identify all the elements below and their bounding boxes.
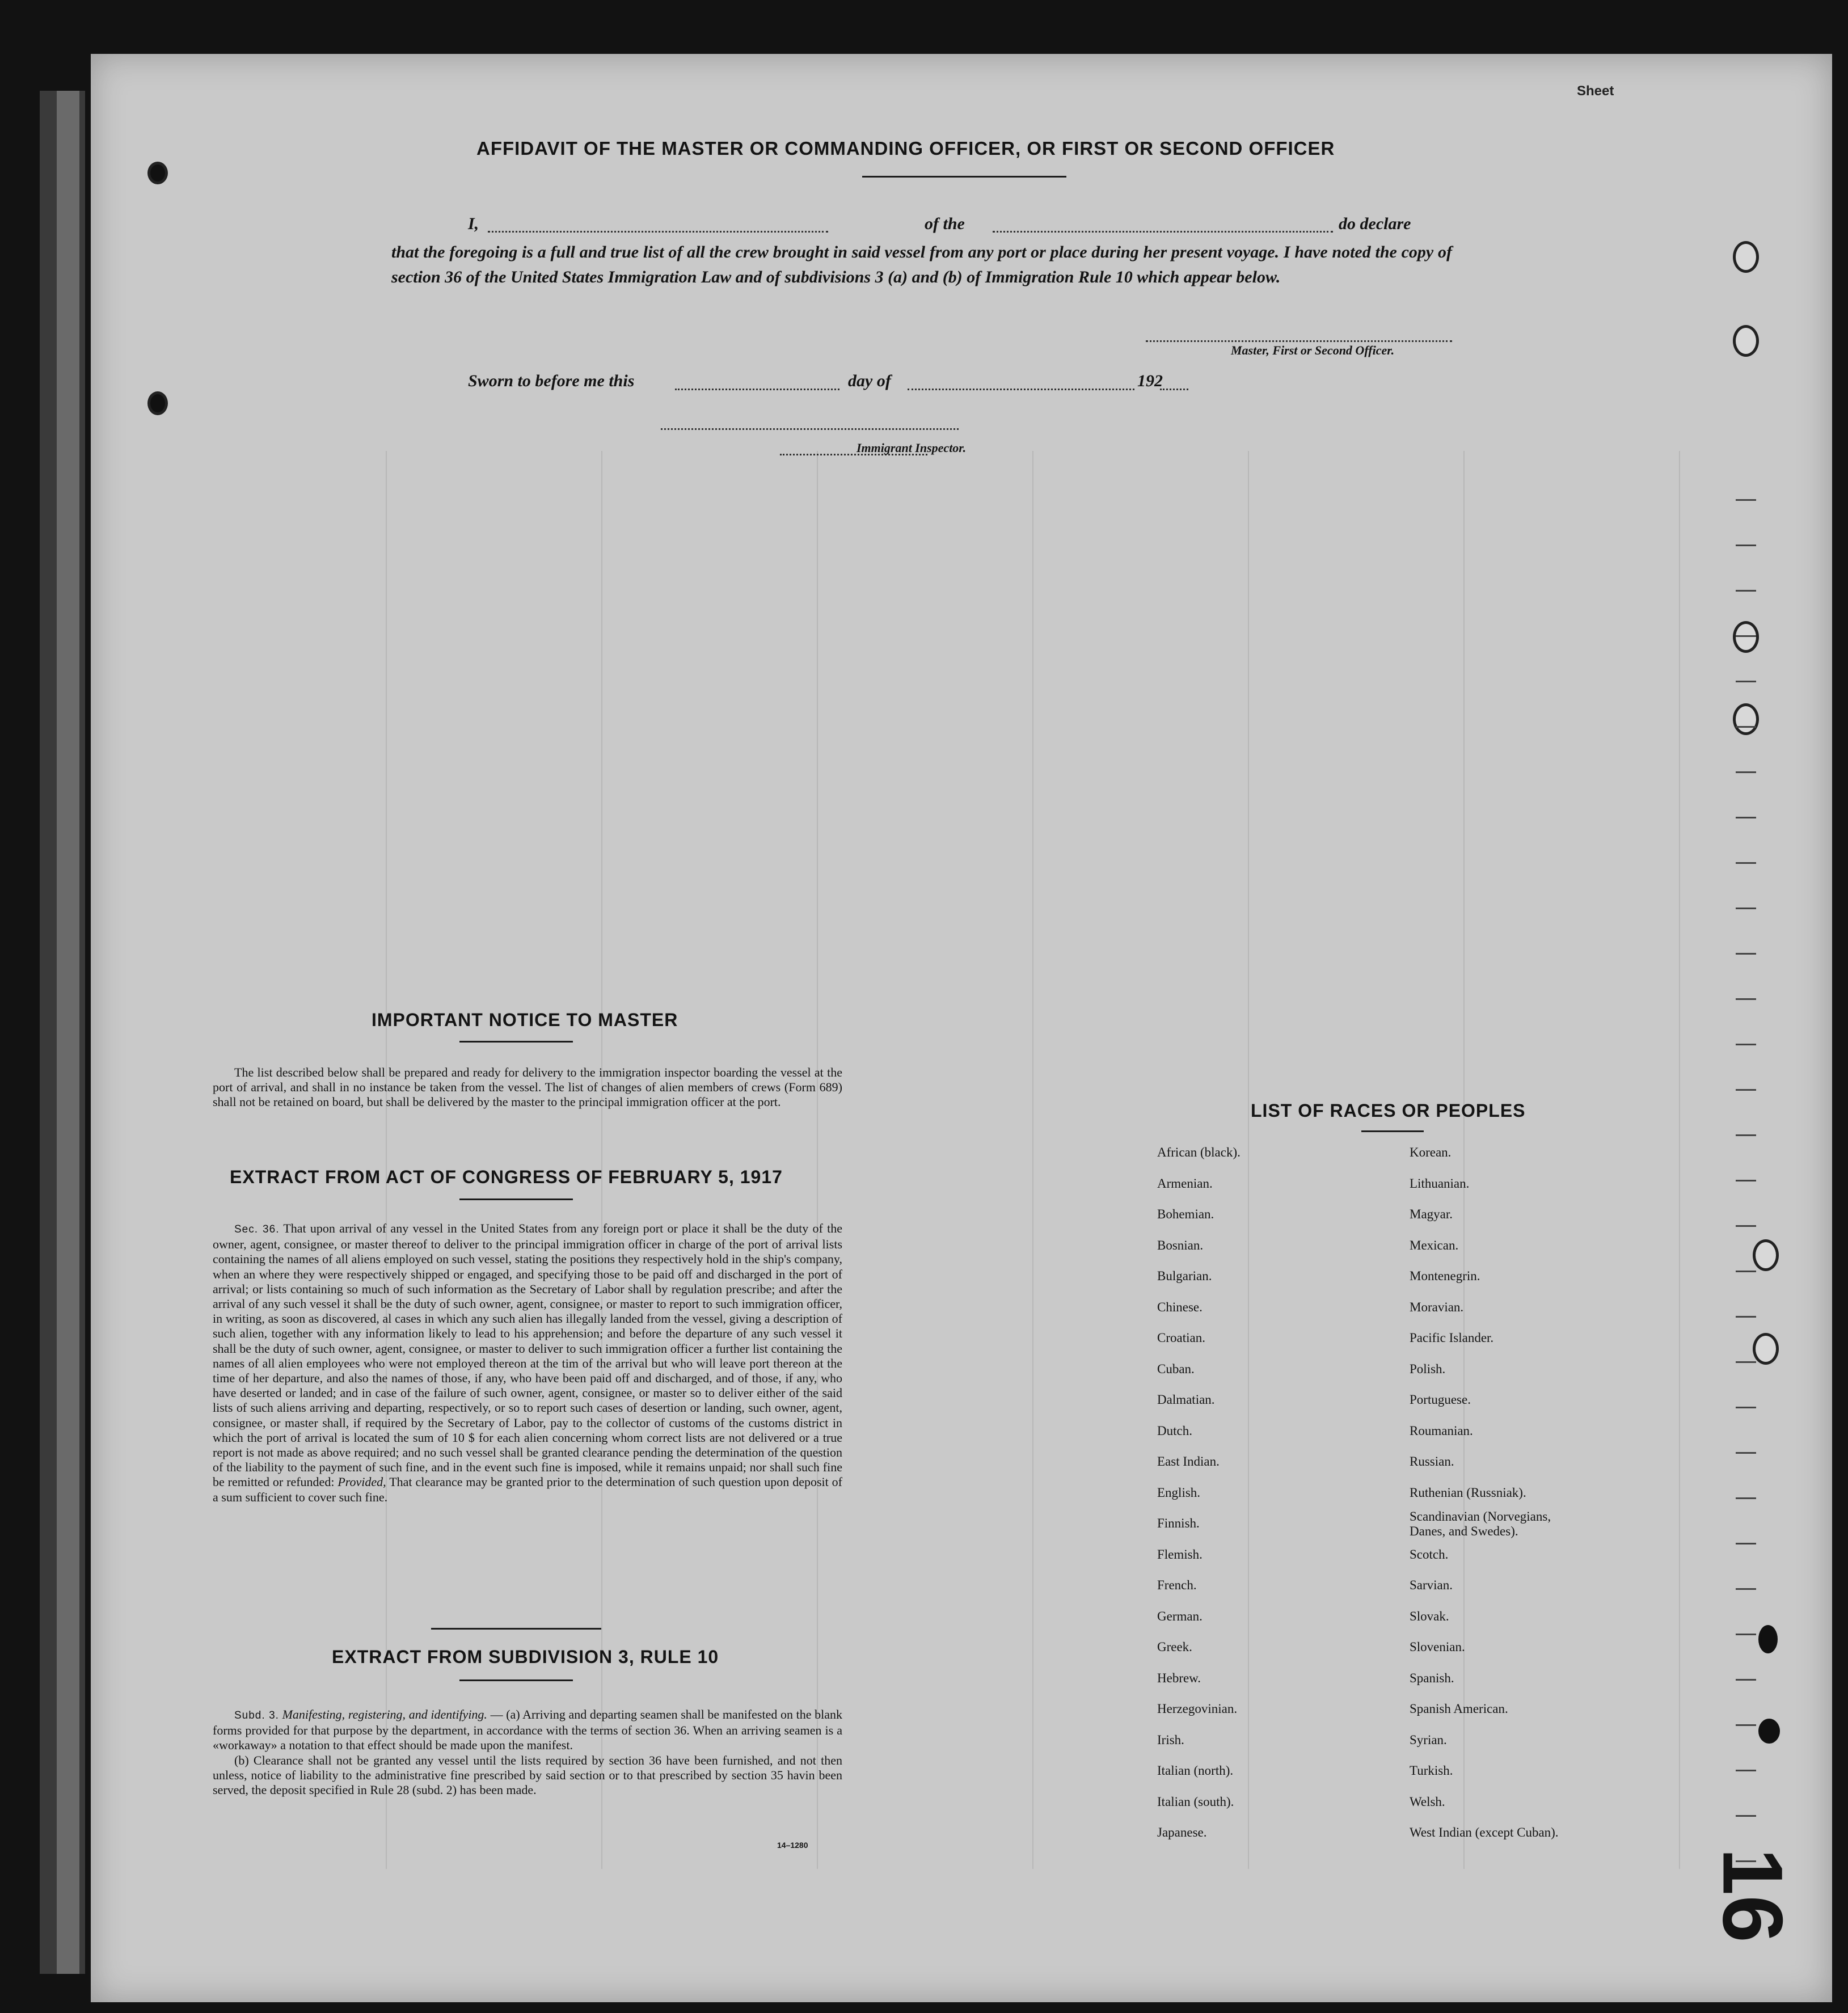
- races-column-left: [1157, 1137, 1241, 1849]
- race-item: Spanish American.: [1410, 1702, 1508, 1716]
- margin-tick: [1736, 1225, 1756, 1227]
- margin-tick: [1736, 726, 1756, 728]
- margin-tick: [1736, 1271, 1756, 1272]
- race-item: West Indian (except Cuban).: [1410, 1825, 1559, 1839]
- bleed-rule: [1679, 451, 1680, 1869]
- race-item: Welsh.: [1410, 1794, 1445, 1809]
- margin-tick: [1736, 953, 1756, 955]
- margin-tick: [1736, 1634, 1756, 1635]
- race-item: Scandinavian (Norvegians, Danes, and Swedes).: [1410, 1509, 1551, 1538]
- sheet-marker: Sheet: [1577, 83, 1614, 99]
- rule-subd-label: Subd. 3.: [234, 1710, 279, 1721]
- inspector-label: Immigrant Inspector.: [857, 441, 967, 455]
- margin-tick: [1736, 1134, 1756, 1136]
- sworn-year-line: [1160, 389, 1188, 390]
- race-item: Flemish.: [1157, 1547, 1203, 1562]
- race-item: Bulgarian.: [1157, 1269, 1212, 1283]
- races-rule: [1361, 1130, 1424, 1132]
- punch-hole: [147, 391, 168, 415]
- margin-tick: [1736, 862, 1756, 864]
- sworn-year: 192: [1137, 372, 1163, 390]
- declare-text: do declare: [1339, 214, 1411, 233]
- vessel-prefix: of the: [925, 214, 965, 233]
- notice-body: [213, 1065, 842, 1110]
- margin-tick: [1736, 1089, 1756, 1091]
- act-proviso-text: That clearance may be granted prior to the determination of such question upon deposit of a sum sufficient to cover such fine.: [213, 1475, 842, 1504]
- declarant-prefix: I,: [468, 214, 479, 233]
- race-item: Pacific Islander.: [1410, 1331, 1494, 1345]
- race-item: French.: [1157, 1578, 1197, 1592]
- declarant-name-line: [488, 231, 828, 233]
- race-item: Bosnian.: [1157, 1238, 1204, 1252]
- race-item: Portuguese.: [1410, 1392, 1471, 1407]
- race-item: Finnish.: [1157, 1516, 1200, 1530]
- race-item: East Indian.: [1157, 1454, 1220, 1468]
- sworn-month-line: [908, 389, 1134, 390]
- race-item: Italian (south).: [1157, 1794, 1234, 1809]
- margin-tick: [1736, 681, 1756, 682]
- margin-tick: [1736, 1316, 1756, 1318]
- bleed-rule: [1032, 451, 1033, 1869]
- race-item: Herzegovinian.: [1157, 1702, 1238, 1716]
- race-item: Syrian.: [1410, 1732, 1447, 1747]
- act-proviso-word: Provided,: [337, 1475, 386, 1489]
- race-item: Slovak.: [1410, 1609, 1449, 1623]
- margin-tick: [1736, 499, 1756, 501]
- race-item: Chinese.: [1157, 1299, 1203, 1314]
- signature-label: Master, First or Second Officer.: [1231, 343, 1395, 357]
- race-item: Italian (north).: [1157, 1763, 1234, 1778]
- notice-text: The list described below shall be prepared and ready for delivery to the immigration inspector boarding the vessel at the port of arrival, and shall in no instance be taken from the vessel. The list of changes of alien members of crews (Form 689) shall not be retained on board, but shall be delivered by the master to the principal immigration officer at the port.: [213, 1065, 842, 1109]
- races-column-right: [1410, 1137, 1580, 1849]
- race-item: Polish.: [1410, 1361, 1446, 1376]
- margin-tick: [1736, 1044, 1756, 1045]
- race-item: Bohemian.: [1157, 1207, 1214, 1221]
- race-item: Russian.: [1410, 1454, 1454, 1468]
- margin-tick: [1736, 1724, 1756, 1726]
- margin-tick: [1736, 1815, 1756, 1817]
- bleed-rule: [817, 451, 818, 1869]
- margin-tick: [1736, 908, 1756, 909]
- margin-tick: [1736, 635, 1756, 637]
- act-end-rule: [431, 1628, 601, 1630]
- race-item: Roumanian.: [1410, 1423, 1473, 1438]
- race-item: Dalmatian.: [1157, 1392, 1215, 1407]
- rule-title: EXTRACT FROM SUBDIVISION 3, RULE 10: [332, 1647, 719, 1667]
- race-item: Magyar.: [1410, 1207, 1453, 1221]
- race-item: Greek.: [1157, 1640, 1192, 1654]
- signature-line: [1146, 340, 1452, 342]
- affidavit-body: that the foregoing is a full and true list of all the crew brought in said vessel from any port or place during her present voyage. I have noted the copy of section 36 of the United States Immigration Law and of subdivisions 3 (a) and (b) of Immigration Rule 10 which appear below.: [391, 243, 1452, 286]
- margin-tick: [1736, 1180, 1756, 1181]
- race-item: Moravian.: [1410, 1299, 1464, 1314]
- sworn-day-label: day of: [848, 372, 891, 390]
- race-item: Mexican.: [1410, 1238, 1459, 1252]
- rule-para-b: (b) Clearance shall not be granted any vessel until the lists required by section 36 have been furnished, and not then unless, notice of liability to the administrative fine prescribed by said section or to that prescribed by section 35 havin been served, the deposit specified in Rule 28 (subd. 2) has been made.: [213, 1753, 842, 1797]
- bleed-rule: [1248, 451, 1249, 1869]
- punch-hole: [1753, 1333, 1779, 1365]
- race-item: Irish.: [1157, 1732, 1184, 1747]
- margin-tick: [1736, 1588, 1756, 1590]
- race-item: Turkish.: [1410, 1763, 1453, 1778]
- race-item: Slovenian.: [1410, 1640, 1465, 1654]
- act-rule: [459, 1198, 573, 1200]
- race-item: Cuban.: [1157, 1361, 1195, 1376]
- race-item: Armenian.: [1157, 1176, 1213, 1191]
- punch-hole: [1753, 1239, 1779, 1271]
- race-item: Japanese.: [1157, 1825, 1207, 1839]
- act-sec-label: Sec. 36.: [234, 1223, 280, 1235]
- race-item: Croatian.: [1157, 1331, 1205, 1345]
- race-item: German.: [1157, 1609, 1203, 1623]
- affidavit-title: AFFIDAVIT OF THE MASTER OR COMMANDING OFFICER, OR FIRST OR SECOND OFFICER: [476, 138, 1335, 159]
- margin-tick: [1736, 1543, 1756, 1544]
- race-item: African (black).: [1157, 1145, 1241, 1159]
- punch-hole: [1733, 621, 1759, 653]
- race-item: Lithuanian.: [1410, 1176, 1470, 1191]
- margin-tick: [1736, 1407, 1756, 1408]
- race-item: Spanish.: [1410, 1670, 1454, 1685]
- rule-rule: [459, 1679, 573, 1681]
- margin-tick: [1736, 817, 1756, 818]
- races-title: LIST OF RACES OR PEOPLES: [1251, 1100, 1526, 1121]
- notice-title: IMPORTANT NOTICE TO MASTER: [372, 1010, 678, 1030]
- race-item: Hebrew.: [1157, 1670, 1201, 1685]
- race-item: Dutch.: [1157, 1423, 1192, 1438]
- race-item: Sarvian.: [1410, 1578, 1453, 1592]
- margin-tick: [1736, 1679, 1756, 1681]
- margin-tick: [1736, 1452, 1756, 1454]
- notice-rule: [459, 1041, 573, 1043]
- sworn-prefix: Sworn to before me this: [468, 372, 635, 390]
- act-text: That upon arrival of any vessel in the United States from any foreign port or place it shall be the duty of the owner, agent, consignee, or master thereof to deliver to the principal immigration officer in charge of the port of arrival lists containing the names of all aliens employed on such vessel, stating the positions they respectively hold in the ship's company, when an where they were respectively shipped or engaged, and specifying those to be paid off and discharged in the port of arrival; or lists containing so much of such information as the Secretary of Labor shall by regulation prescribe; and after the arrival of any such vessel it shall be the duty of such owner, agent, consignee, or master to report to such immigration officer, in writing, as soon as discovered, al cases in which any such alien has illegally landed from the vessel, giving a description of such alien, together with any information likely to lead to his apprehension; and before the departure of any such vessel it shall be the duty of such owner, agent, consignee, or master to deliver to such immigration officer a further list containing the names of all alien employees who were not employed thereon at the tim of the arrival but who will leave port thereon at the time of her departure, and also the names of those, if any, who have been paid off and discharged, and of those, if any, who have deserted or landed; and in case of the failure of such owner, agent, consignee, or master so to deliver either of the said lists of such aliens arriving and departing, respectively, or so to report such cases of desertion or landing, such owner, agent, consignee, or master shall, if required by the Secretary of Labor, pay to the collector of customs of the customs district in which the port of arrival is located the sum of 10 $ for each alien concerning whom correct lists are not delivered or a true report is not made as above required; and no such vessel shall be granted clearance pending the determination of the question of the liability to the payment of such fine, and in the event such fine is imposed, while it remains unpaid; nor shall such fine be remitted or refunded:: [213, 1221, 842, 1489]
- page-edge-shadow-inner: [57, 91, 79, 1974]
- punch-hole: [147, 162, 168, 184]
- punch-hole: [1758, 1719, 1780, 1744]
- margin-tick: [1736, 1361, 1756, 1363]
- punch-hole: [1733, 703, 1759, 735]
- race-item: Scotch.: [1410, 1547, 1449, 1562]
- race-item: Montenegrin.: [1410, 1269, 1480, 1283]
- margin-tick: [1736, 1770, 1756, 1771]
- rule-para-a: — (a) Arriving and departing seamen shall be manifested on the blank forms provided for that purpose by the department, in accordance with the terms of section 36. When an arriving seamen is a «workaway» a notation to that effect should be made upon the manifest.: [213, 1707, 843, 1753]
- act-body: [213, 1221, 842, 1505]
- form-number: 14–1280: [777, 1841, 808, 1850]
- punch-hole: [1733, 241, 1759, 273]
- race-item: English.: [1157, 1485, 1201, 1500]
- margin-tick: [1736, 998, 1756, 1000]
- title-rule: [862, 176, 1066, 178]
- sworn-day-line: [675, 389, 839, 390]
- rule-body: [213, 1707, 842, 1797]
- act-title: EXTRACT FROM ACT OF CONGRESS OF FEBRUARY 5, 1917: [230, 1167, 783, 1187]
- sheet-number: 16: [1705, 1848, 1801, 1943]
- margin-tick: [1736, 1497, 1756, 1499]
- vessel-name-line: [993, 231, 1333, 233]
- margin-tick: [1736, 771, 1756, 773]
- rule-subd-heading: Manifesting, registering, and identifying.: [282, 1707, 487, 1721]
- inspector-line-1: [661, 428, 959, 430]
- margin-tick: [1736, 545, 1756, 546]
- race-item: Korean.: [1410, 1145, 1452, 1159]
- race-item: Ruthenian (Russniak).: [1410, 1485, 1526, 1500]
- margin-tick: [1736, 590, 1756, 592]
- punch-hole: [1758, 1625, 1778, 1653]
- punch-hole: [1733, 325, 1759, 357]
- manifest-page: [91, 54, 1832, 2002]
